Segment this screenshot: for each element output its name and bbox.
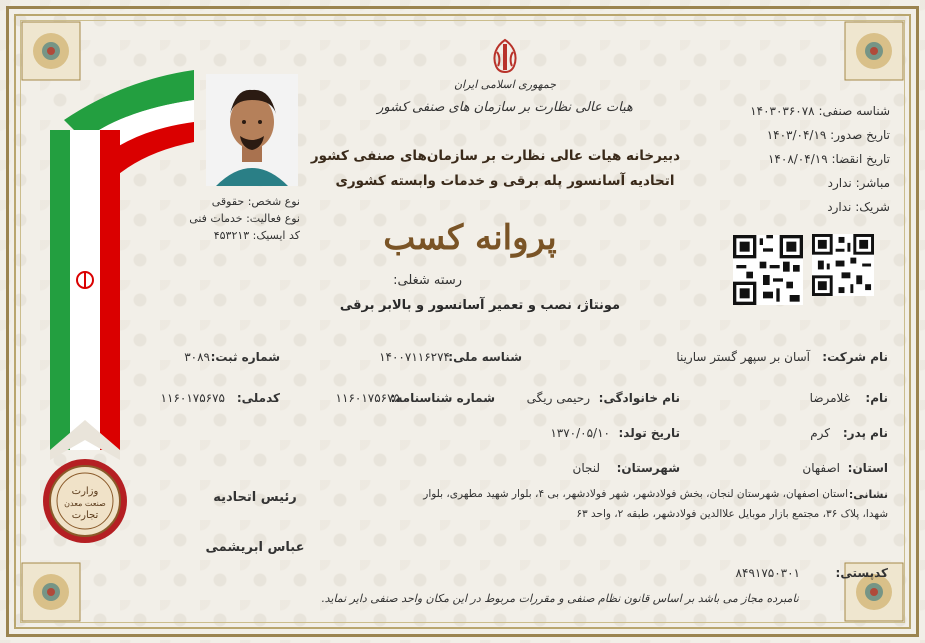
field-value: مونتاژ، نصب و تعمیر آسانسور و بالابر برقی [339, 298, 621, 313]
svg-text:صنعت معدن: صنعت معدن [64, 499, 106, 508]
signature-name: عباس ابریشمی [205, 540, 305, 555]
field-label: رسته شغلی: [393, 273, 462, 288]
person-type: نوع شخص: حقوقی [211, 195, 300, 208]
signature-role: رئیس اتحادیه [213, 490, 297, 505]
province-value: اصفهان [802, 461, 840, 475]
qr-code-icon[interactable] [812, 234, 874, 296]
postal-value: ۸۴۹۱۷۵۰۳۰۱ [735, 566, 800, 580]
iran-emblem-icon [488, 38, 522, 74]
isic-code: کد ایسیک: ۴۵۳۲۱۳ [213, 229, 300, 242]
name-value: غلامرضا [809, 391, 850, 405]
family-value: رحیمی ریگی [526, 391, 590, 405]
manager: مباشر: ندارد [827, 176, 890, 190]
qr-code-icon[interactable] [733, 235, 803, 305]
guild-id: شناسه صنفی: ۱۴۰۳۰۳۶۰۷۸ [750, 104, 890, 118]
corner-ornament-icon [843, 20, 905, 82]
owner-photo [206, 74, 298, 186]
family-label: نام خانوادگی: [598, 391, 680, 405]
birth-value: ۱۳۷۰/۰۵/۱۰ [550, 426, 610, 440]
iran-flag-ribbon-icon [44, 60, 204, 470]
father-label: نام پدر: [842, 426, 888, 440]
partner: شریک: ندارد [827, 200, 890, 214]
melli-value: ۱۱۶۰۱۷۵۶۷۵ [160, 391, 225, 405]
id-no-value: ۱۱۶۰۱۷۵۶۷۵ [335, 391, 400, 405]
union-line: اتحادیه آسانسور پله برقی و خدمات وابسته کشوری [335, 173, 675, 189]
national-id-value: ۱۴۰۰۷۱۱۶۲۷۴ [379, 350, 450, 364]
province-label: استان: [847, 461, 888, 475]
melli-label: کدملی: [236, 391, 280, 405]
county-value: لنجان [572, 461, 600, 475]
issue-date: تاریخ صدور: ۱۴۰۳/۰۴/۱۹ [766, 128, 890, 142]
reg-no-label: شماره ثبت: [210, 350, 280, 364]
company-value: آسان بر سپهر گستر سارینا [676, 350, 810, 364]
postal-label: کدپستی: [835, 566, 888, 580]
county-label: شهرستان: [616, 461, 680, 475]
address-label: نشانی: [848, 488, 888, 501]
birth-label: تاریخ تولد: [618, 426, 680, 440]
id-no-label: شماره شناسنامه: [390, 391, 495, 405]
address-line-1: استان اصفهان، شهرستان لنجان، بخش فولادشهر، شهر فولادشهر، بی ۴، بلوار شهید مطهری، بلوار [423, 488, 848, 500]
ministry-seal-icon [42, 458, 128, 544]
svg-text:وزارت: وزارت [71, 486, 99, 497]
republic-title: جمهوری اسلامی ایران [453, 78, 557, 91]
company-label: نام شرکت: [822, 350, 888, 364]
corner-ornament-icon [20, 561, 82, 623]
father-value: کرم [810, 426, 830, 440]
address-line-2: شهدا، پلاک ۳۶، مجتمع بازار موبایل علاالدین فولادشهر، طبقه ۲، واحد ۶۳ [576, 508, 888, 520]
license-title: پروانه کسب [383, 218, 557, 258]
national-id-label: شناسه ملی: [448, 350, 522, 364]
activity-type: نوع فعالیت: خدمات فنی [189, 212, 300, 225]
secretariat-line: دبیرخانه هیات عالی نظارت بر سازمان‌های صنفی کشور [310, 148, 680, 164]
reg-no-value: ۳۰۸۹ [184, 350, 210, 364]
expiry-date: تاریخ انقضا: ۱۴۰۸/۰۴/۱۹ [767, 152, 890, 166]
footer-note: نامبرده مجاز می باشد بر اساس قانون نظام صنفی و مقررات مربوط در این مکان واحد صنفی دایر نماید. [321, 592, 799, 605]
name-label: نام: [865, 391, 888, 405]
svg-text:تجارت: تجارت [71, 510, 99, 521]
board-script-title: هیات عالی نظارت بر سازمان های صنفی کشور [377, 100, 633, 115]
